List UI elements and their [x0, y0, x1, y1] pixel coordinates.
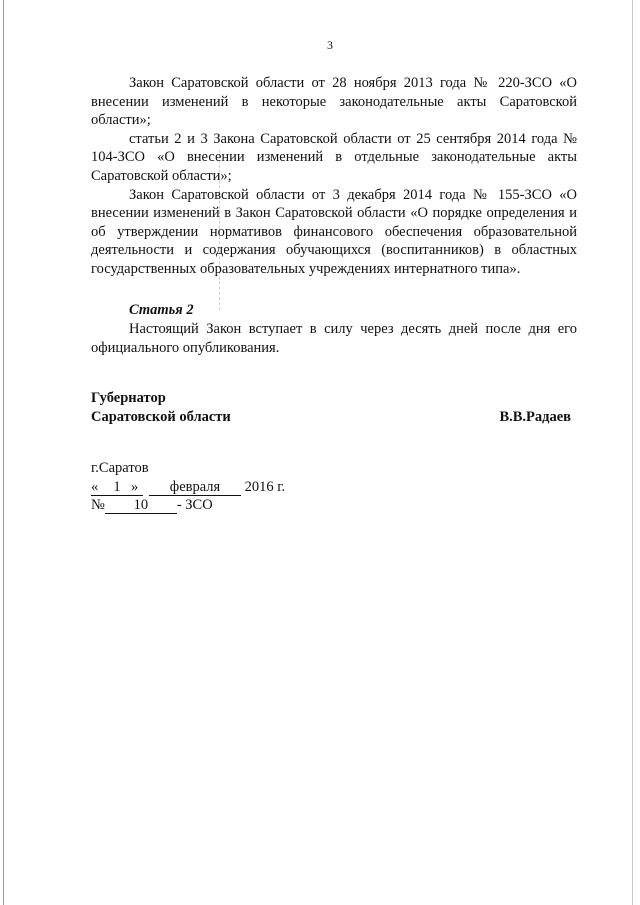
signature-block — [91, 389, 571, 426]
open-quote: « — [91, 480, 103, 496]
scan-edge-right — [632, 0, 633, 905]
date-month: февраля — [149, 480, 241, 496]
law-number: 10 — [105, 498, 177, 514]
place-date-block — [91, 459, 285, 515]
law-number-line — [91, 496, 285, 515]
signer-title-line1: Губернатор — [91, 390, 166, 406]
page-number: 3 — [327, 38, 333, 52]
date-year: 2016 г. — [244, 478, 286, 495]
date-line — [91, 478, 285, 497]
scan-edge-left — [3, 0, 4, 905]
article-text: Настоящий Закон вступает в силу через десять дней после дня его официального опубликования. — [91, 321, 577, 356]
article-heading: Статья 2 — [129, 302, 194, 318]
city-name: г.Саратов — [91, 460, 149, 476]
law-list — [91, 74, 577, 279]
number-sign: № — [91, 497, 105, 514]
article-body — [91, 320, 577, 357]
law-list-item: Закон Саратовской области от 3 декабря 2014 года № 155-ЗСО «О внесении изменений в Закон Саратовской области «О порядке определения и об утверждении нормативов финансового обеспечения образовательной деятельности и содержания обучающихся (воспитанников) в областных государственных образовательных учреждениях интернатного типа». — [91, 186, 577, 277]
signer-name: В.В.Радаев — [499, 408, 571, 425]
law-list-item: статьи 2 и 3 Закона Саратовской области от 25 сентября 2014 года № 104-ЗСО «О внесении изменений в отдельные законодательные акты Саратовской области»; — [91, 130, 577, 184]
signer-title-line2: Саратовской области — [91, 408, 231, 425]
date-day: 1 — [103, 480, 131, 496]
law-list-item: Закон Саратовской области от 28 ноября 2013 года № 220-ЗСО «О внесении изменений в некоторые законодательные акты Саратовской области»; — [91, 75, 577, 129]
close-quote: » — [131, 480, 143, 496]
law-number-suffix: - ЗСО — [176, 497, 213, 514]
